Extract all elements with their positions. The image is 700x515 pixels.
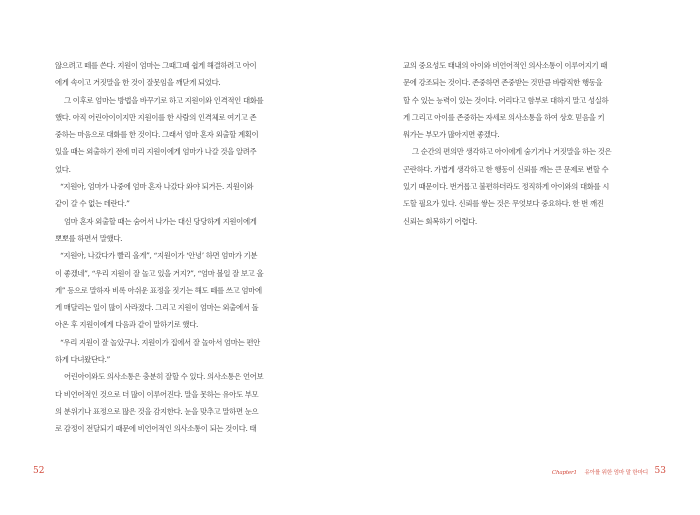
text-line: 어린아이와도 의사소통은 충분히 잘할 수 있다. 의사소통은 언어보	[64, 372, 264, 382]
text-line: 신뢰는 회복하기 어렵다.	[403, 216, 477, 226]
text-line: 중하는 마음으로 대화를 한 것이다. 그래서 엄마 혼자 외출할 계획이	[55, 130, 259, 140]
left-body-text	[55, 57, 299, 438]
text-line: 있을 때는 외출하기 전에 미리 지원이에게 엄마가 나갈 것을 알려주	[55, 147, 257, 157]
text-line: 에게 속이고 거짓말을 한 것이 잘못임을 깨닫게 되었다.	[55, 78, 221, 88]
text-line: “우리 지원이 잘 놀았구나. 지원이가 집에서 잘 놀아서 엄마는 편안	[60, 337, 260, 347]
right-body-text	[403, 57, 647, 230]
running-head	[552, 468, 648, 476]
text-line: 의 분위기나 표정으로 많은 것을 감지한다. 눈을 맞추고 말하면 눈으	[55, 406, 259, 416]
text-line: 할 수 있는 능력이 있는 것이다. 어리다고 함부로 대하지 말고 성실하	[403, 95, 609, 105]
running-head-title: 유아를 위한 엄마 말 한마디	[584, 470, 648, 476]
page-number: 53	[654, 466, 666, 476]
right-page	[350, 0, 700, 515]
text-line: 곤란하다. 가볍게 생각하고 한 행동이 신뢰를 깨는 큰 문제로 변할 수	[403, 164, 609, 174]
text-line: 게 매달리는 일이 많이 사라졌다. 그리고 지원이 엄마는 외출에서 돌	[55, 303, 259, 313]
text-line: 교의 중요성도 태내의 아이와 비언어적인 의사소통이 이루어지기 때	[403, 61, 608, 70]
running-head-chapter: Chapter1	[551, 470, 577, 476]
text-line: 게” 등으로 말하자 비록 아쉬운 표정을 짓기는 해도 떼를 쓰고 엄마에	[55, 285, 262, 295]
text-line: 않으려고 떼를 쓴다. 지원이 엄마는 그때그때 쉽게 해결하려고 아이	[55, 61, 257, 70]
text-line: 아온 후 지원이에게 다음과 같이 말하기로 했다.	[55, 320, 198, 330]
text-line: 이 좋겠네”, “우리 지원이 잘 놀고 있을 거지?”, “엄마 볼일 잘 보고 올	[55, 268, 264, 278]
text-line: 하게 다녀왔단다.”	[55, 355, 110, 365]
text-line: 그 이후로 엄마는 방법을 바꾸기로 하고 지원이와 인격적인 대화를	[64, 95, 264, 105]
text-line: 도할 필요가 있다. 신뢰를 쌓는 것은 무엇보다 중요하다. 한 번 깨진	[403, 199, 604, 209]
text-line: 워가는 부모가 많아지면 좋겠다.	[403, 130, 500, 140]
text-line: “지원아, 나갔다가 빨리 올게”, “지원이가 ‘안녕’ 하면 엄마가 기분	[60, 251, 258, 261]
page-number: 52	[33, 466, 45, 476]
text-line: 문에 강조되는 것이다. 존중하면 존중받는 것만큼 바람직한 행동을	[403, 78, 603, 88]
text-line: 로 감정이 전달되기 때문에 비언어적인 의사소통이 되는 것이다. 태	[55, 424, 257, 434]
text-line: 그 순간의 편의만 생각하고 아이에게 숨기거나 거짓말을 하는 것은	[412, 147, 612, 157]
text-line: 뽀뽀를 하면서 말했다.	[55, 233, 123, 243]
text-line: 다 비언어적인 것으로 더 많이 이루어진다. 말을 못하는 유아도 부모	[55, 389, 259, 399]
text-line: 같이 갈 수 없는 데란다.”	[55, 199, 130, 209]
text-line: “지원아, 엄마가 나중에 엄마 혼자 나갔다 와야 되거든. 지원이와	[60, 182, 254, 192]
text-line: 엄마 혼자 외출할 때는 숨어서 나가는 대신 당당하게 지원이에게	[64, 216, 257, 226]
text-line: 있기 때문이다. 번거롭고 불편하더라도 정직하게 아이와의 대화를 시	[403, 182, 610, 192]
text-line: 했다. 아직 어린아이이지만 지원이를 한 사람의 인격체로 여기고 존	[55, 112, 257, 122]
text-line: 게 그리고 아이를 존중하는 자세로 의사소통을 하여 상호 믿음을 키	[403, 112, 605, 122]
text-line: 었다.	[55, 164, 71, 174]
